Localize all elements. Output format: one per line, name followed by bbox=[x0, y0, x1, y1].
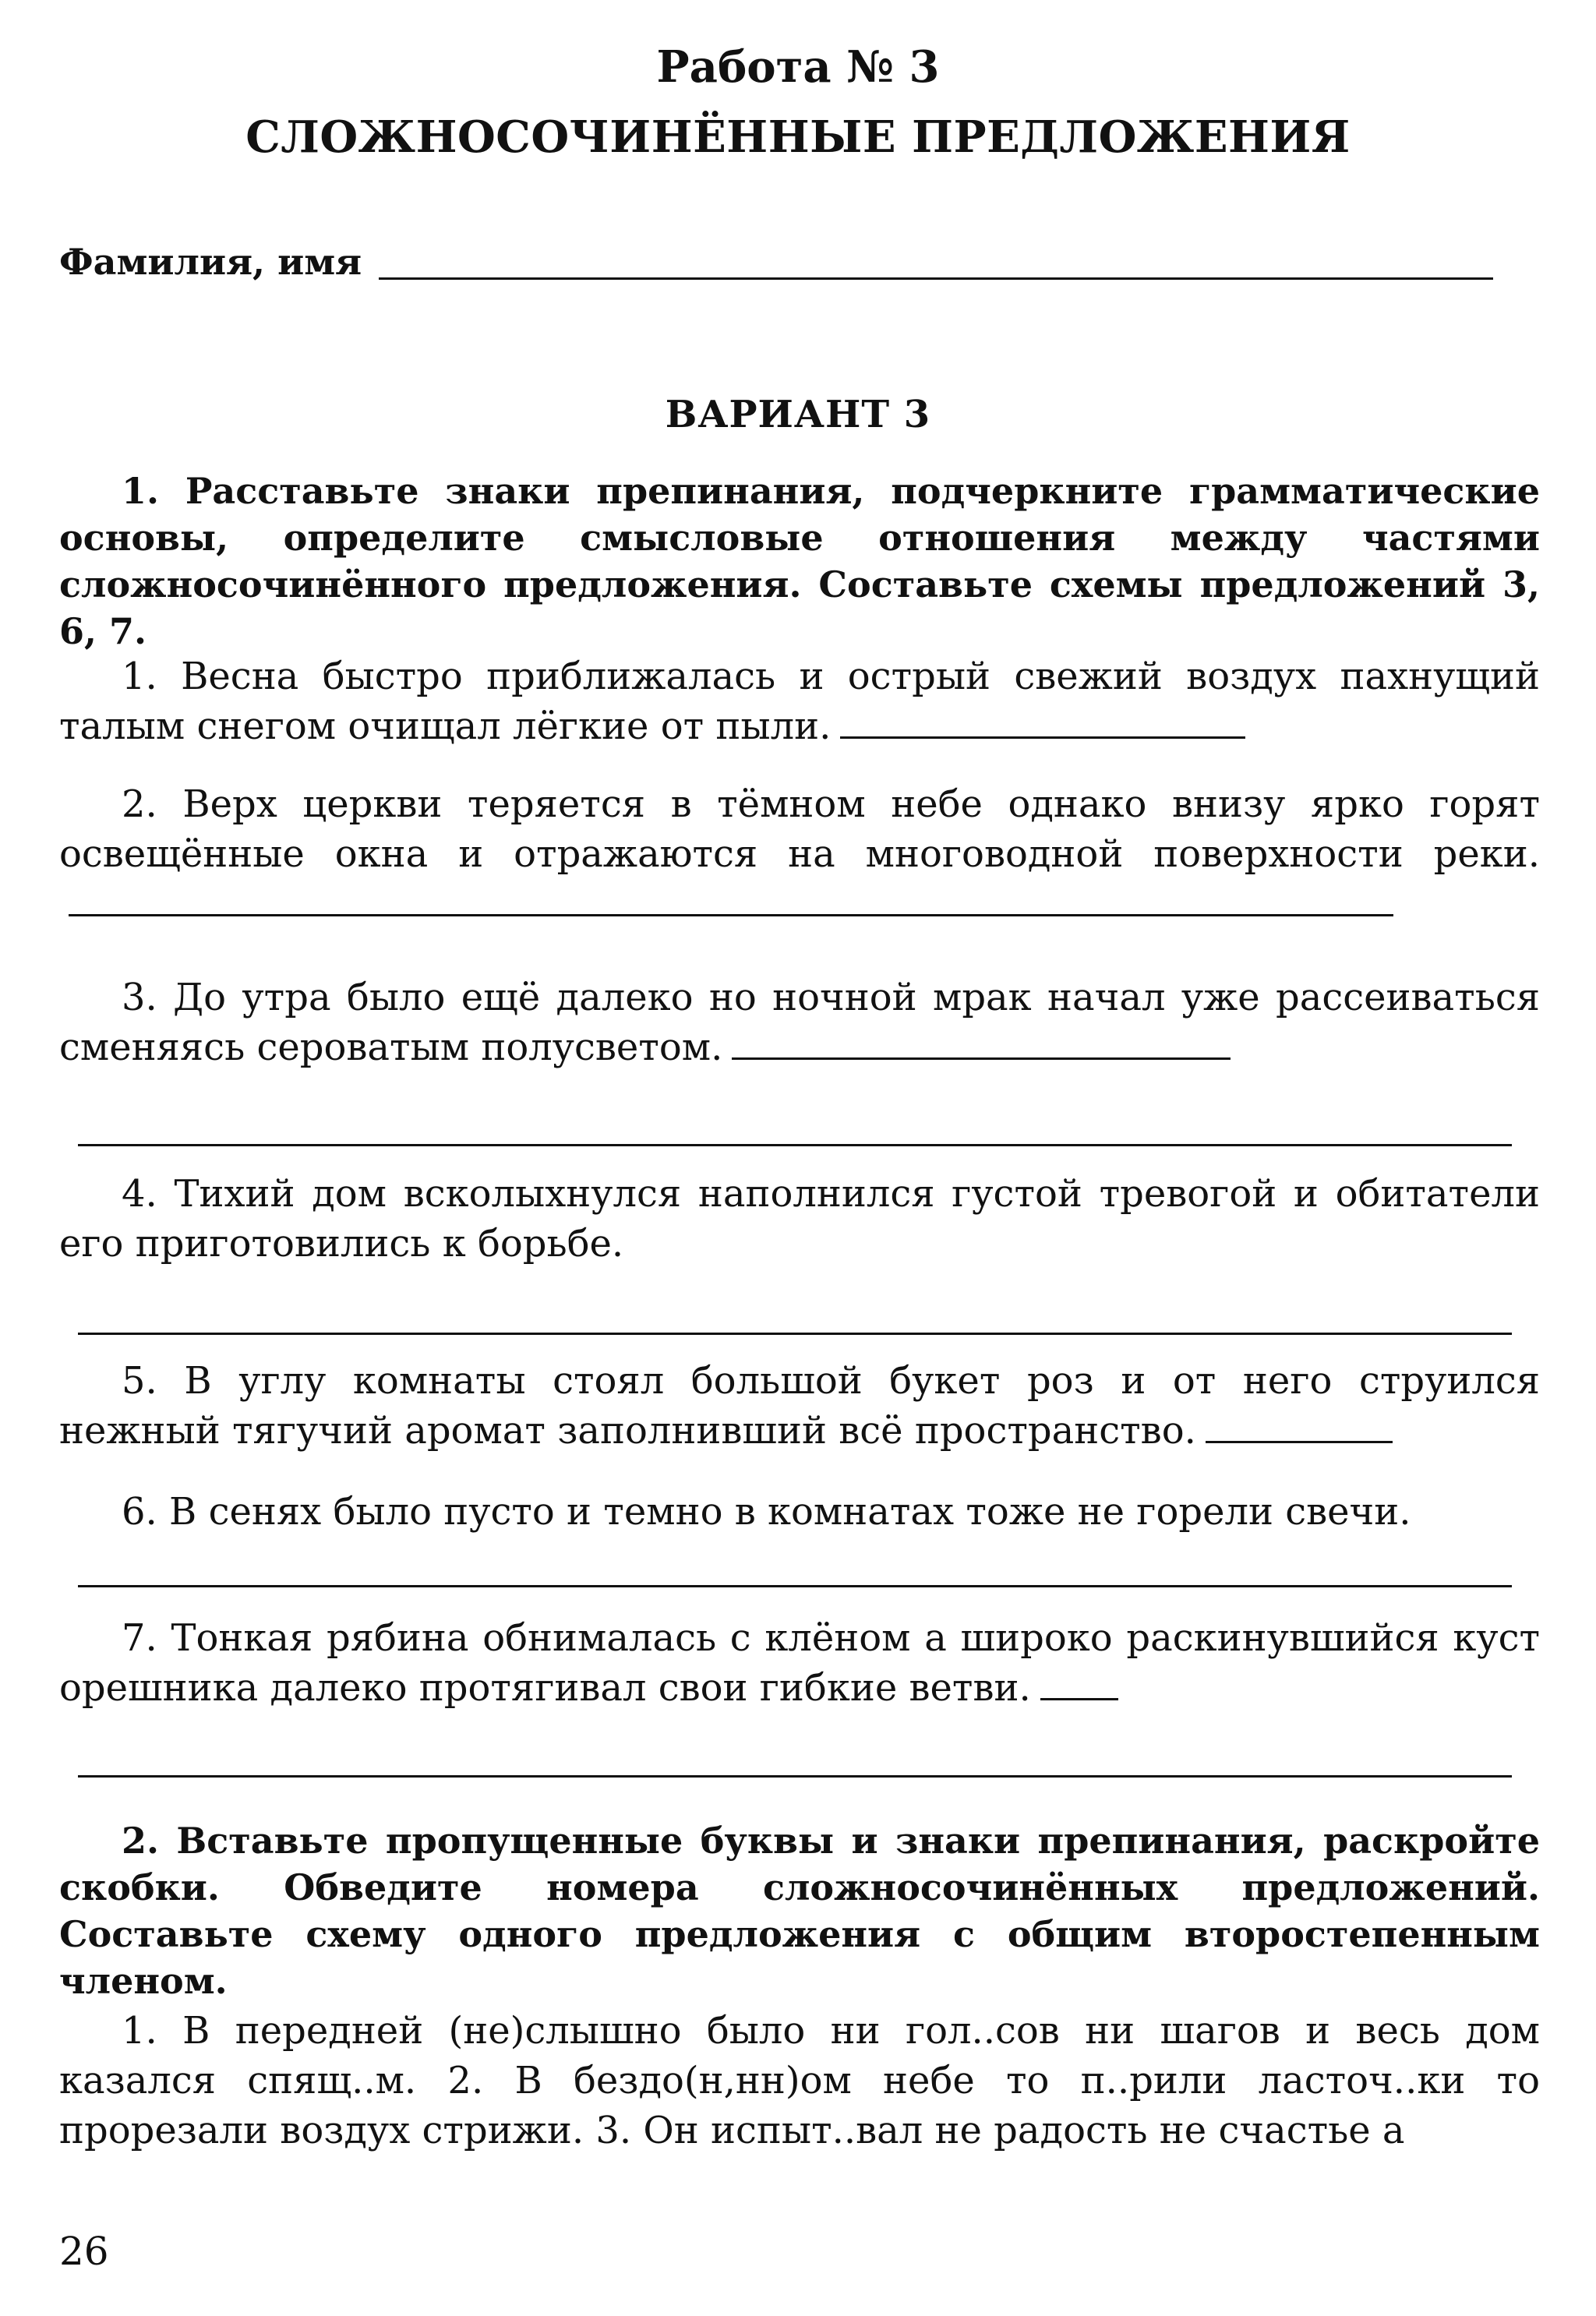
work-subtitle: СЛОЖНОСОЧИНЁННЫЕ ПРЕДЛОЖЕНИЯ bbox=[245, 111, 1351, 163]
task2-instruction: 2. Вставьте пропущенные буквы и знаки препинания, раскройте скобки. Обведите номера сложносочинённых предложений. Составьте схему одного предложения с общим второстепенным членом. bbox=[59, 1820, 1540, 2002]
sentence-text: 1. Весна быстро приближалась и острый свежий воздух пахнущий талым снегом очищал лёгкие от пыли. bbox=[59, 655, 1540, 748]
sentence-text: 2. Верх церкви теряется в тёмном небе однако внизу ярко горят освещённые окна и отражаются на многоводной поверхности реки. bbox=[59, 782, 1540, 876]
name-label: Фамилия, имя bbox=[59, 241, 362, 283]
work-title: Работа № 3 bbox=[656, 41, 940, 93]
task1-sentence-2 bbox=[59, 779, 1540, 929]
variant-heading: ВАРИАНТ 3 bbox=[665, 393, 931, 436]
answer-line-extra[interactable] bbox=[78, 1775, 1512, 1778]
answer-line[interactable] bbox=[1040, 1667, 1118, 1700]
sentence-text: 5. В углу комнаты стоял большой букет роз и от него струился нежный тягучий аромат заполнивший всё пространство. bbox=[59, 1359, 1540, 1453]
task1-sentence-4 bbox=[59, 1169, 1540, 1269]
answer-line-extra[interactable] bbox=[78, 1585, 1512, 1587]
task1-sentence-3 bbox=[59, 973, 1540, 1072]
sentence-text: 3. До утра было ещё далеко но ночной мрак начал уже рассеиваться сменяясь сероватым полусветом. bbox=[59, 976, 1540, 1069]
answer-line[interactable] bbox=[840, 705, 1245, 739]
task1-sentence-5 bbox=[59, 1356, 1540, 1456]
answer-line-extra[interactable] bbox=[78, 1333, 1512, 1335]
sentence-text: 6. В сенях было пусто и темно в комнатах тоже не горели свечи. bbox=[122, 1490, 1411, 1534]
answer-line[interactable] bbox=[1206, 1410, 1393, 1443]
sentence-text: 7. Тонкая рябина обнималась с клёном а широко раскинувшийся куст орешника далеко протягивал свои гибкие ветви. bbox=[59, 1616, 1540, 1710]
task2-text: 1. В передней (не)слышно было ни гол..сов ни шагов и весь дом казался спящ..м. 2. В бездо(н,нн)ом небе то п..рили ласточ..ки то прорезали воздух стрижи. 3. Он испыт..вал не радость не счастье а bbox=[59, 2009, 1540, 2152]
page-number: 26 bbox=[59, 2229, 109, 2274]
answer-line-extra[interactable] bbox=[78, 1144, 1512, 1146]
task1-instruction: 1. Расставьте знаки препинания, подчеркните грамматические основы, определите смысловые отношения между частями сложносочинённого предложения. Составьте схемы предложений 3, 6, 7. bbox=[59, 470, 1540, 652]
name-row bbox=[59, 241, 1493, 283]
task1-sentence-1 bbox=[59, 651, 1540, 751]
task1-sentence-7 bbox=[59, 1613, 1540, 1713]
name-field-line[interactable] bbox=[379, 242, 1493, 280]
sentence-text: 4. Тихий дом всколыхнулся наполнился густой тревогой и обитатели его приготовились к борьбе. bbox=[59, 1172, 1540, 1266]
answer-line[interactable] bbox=[69, 883, 1393, 916]
answer-line[interactable] bbox=[732, 1026, 1231, 1060]
task1-sentence-6 bbox=[59, 1487, 1540, 1537]
